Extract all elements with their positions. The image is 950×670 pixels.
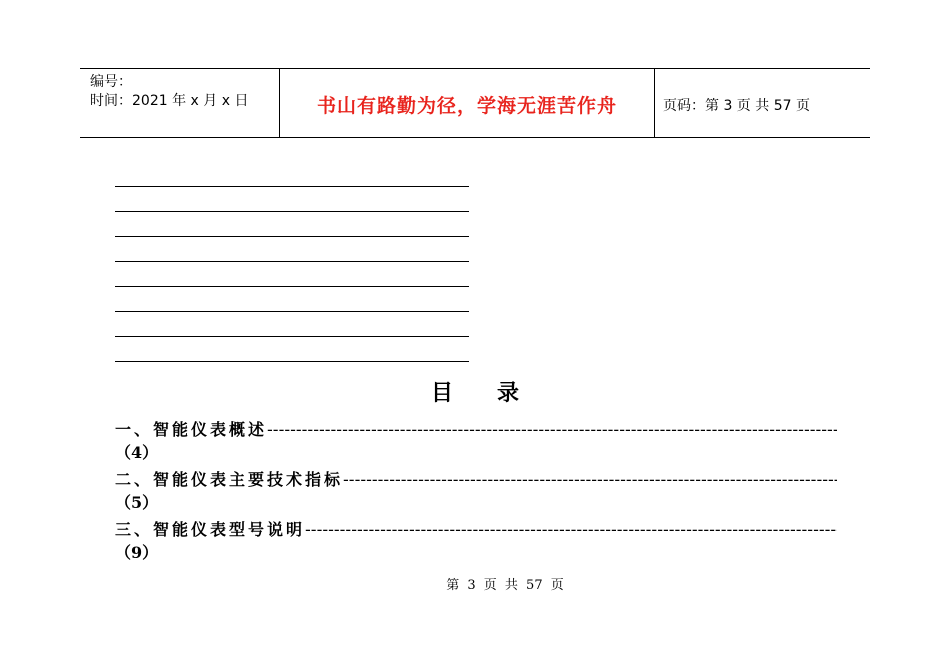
header-motto-cell [280,69,655,137]
blank-write-line [115,236,469,237]
toc-leader-dashes [343,470,837,489]
document-date: 时间：2021 年 x 月 x 日 [90,93,249,109]
blank-write-line [115,361,469,362]
header-meta-cell [80,69,280,137]
page-header [80,68,870,138]
toc-entry[interactable] [115,517,837,565]
blank-write-line [115,286,469,287]
toc-entry-page: （9） [115,543,159,562]
toc-leader-dashes [305,520,837,539]
toc-entry[interactable] [115,467,837,515]
toc-entry-label: 一、智能仪表概述 [115,420,268,439]
toc-title: 目录 [430,380,563,406]
toc-entry-row [115,417,837,441]
toc-entry-label: 三、智能仪表型号说明 [115,520,306,539]
toc-entry-page: （4） [115,443,159,462]
header-page-cell [655,69,870,137]
toc-entry-row [115,517,837,541]
document-number-label: 编号： [90,74,132,90]
header-motto: 书山有路勤为径，学海无涯苦作舟 [316,95,617,117]
toc-leader-dashes [267,420,837,439]
toc-entry-label: 二、智能仪表主要技术指标 [115,470,344,489]
toc-entry-row [115,467,837,491]
toc-entry-page: （5） [115,493,159,512]
page-footer: 第 3 页 共 57 页 [446,578,564,593]
toc-entry[interactable] [115,417,837,465]
blank-write-line [115,261,469,262]
blank-write-line [115,336,469,337]
blank-write-line [115,211,469,212]
header-page-code: 页码：第 3 页 共 57 页 [663,98,810,114]
blank-write-line [115,186,469,187]
blank-write-line [115,311,469,312]
